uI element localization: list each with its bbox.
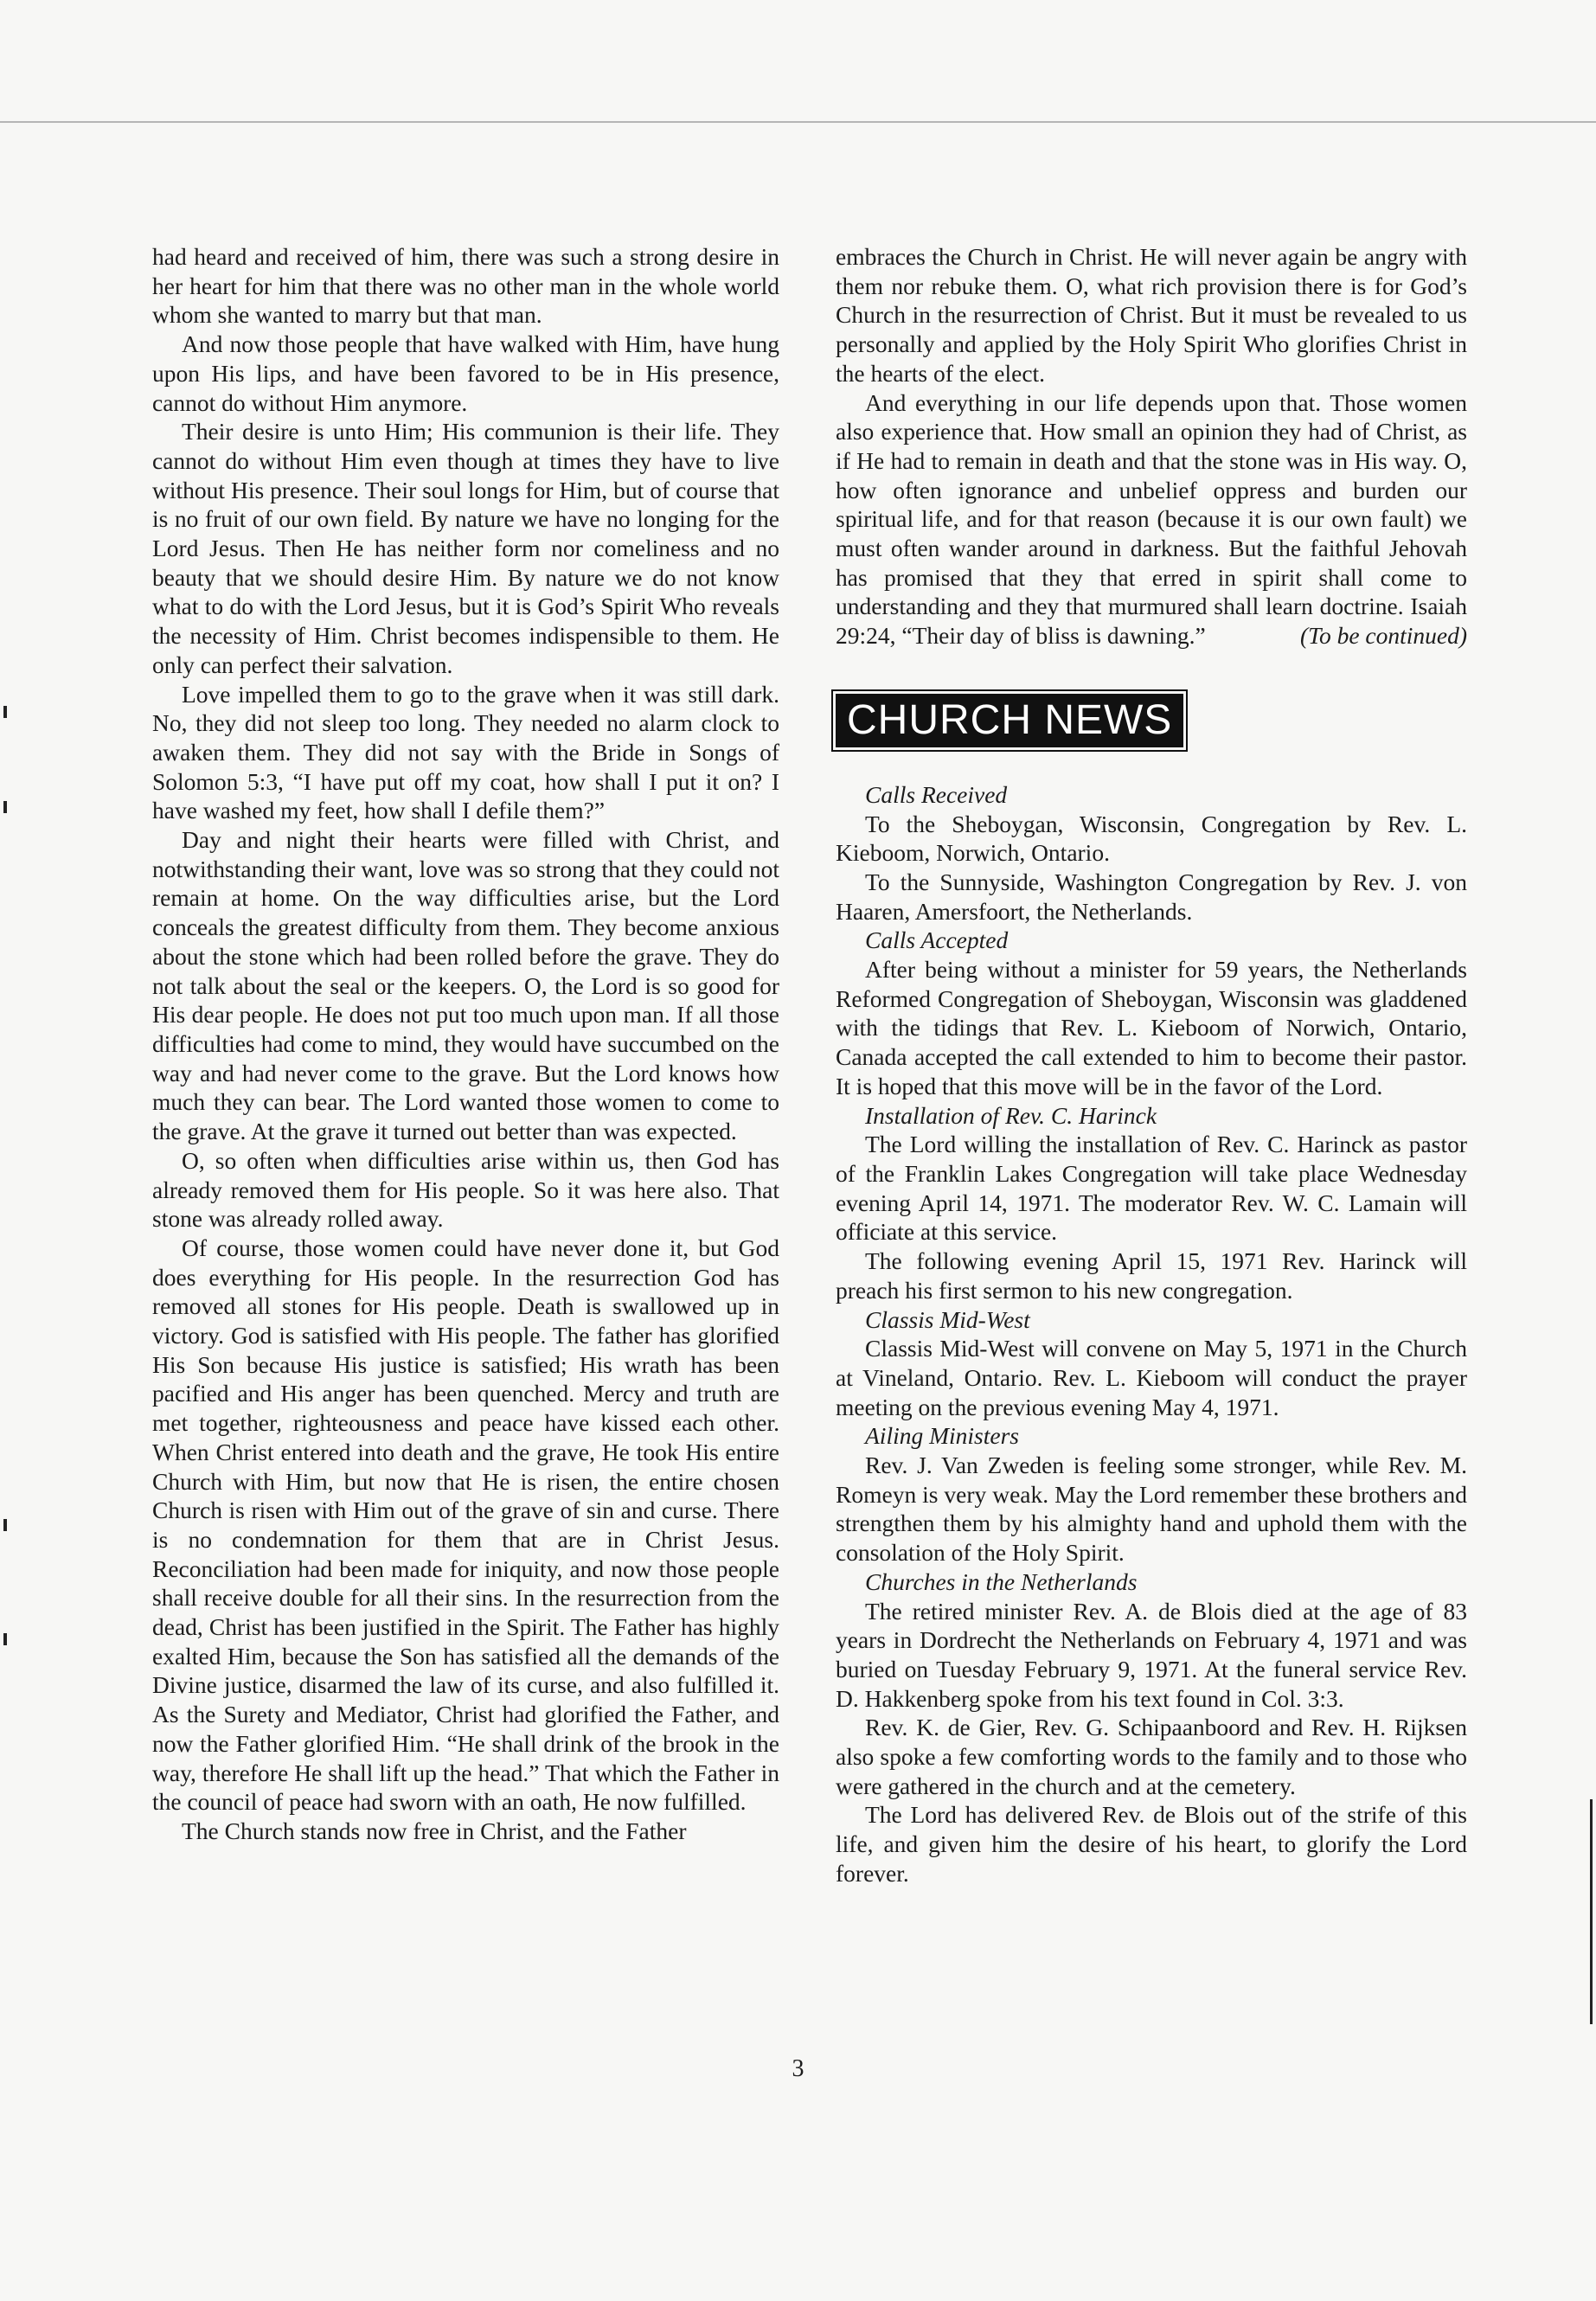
paragraph: The Church stands now free in Christ, and the Father: [182, 1817, 687, 1844]
paragraph: And now those people that have walked with Him, have hung upon His lips, and have been favored to be in His presence, cannot do without Him anymore.: [152, 330, 779, 416]
paragraph: To the Sheboygan, Wisconsin, Congregation by Rev. L. Kieboom, Norwich, Ontario.: [836, 810, 1467, 867]
paragraph: The Lord willing the installation of Rev. C. Harinck as pastor of the Franklin Lakes Congregation will take place Wednesday evening April 14, 1971. The moderator Rev. W. C. Lamain will officiate at this service.: [836, 1131, 1467, 1246]
paragraph: Love impelled them to go to the grave when it was still dark. No, they did not sleep too long. They needed no alarm clock to awaken them. They did not say with the Bride in Songs of Solomon 5:3, “I have put off my coat, how shall I put it on? I have washed my feet, how shall I defile them?”: [152, 680, 779, 824]
paragraph: Their desire is unto Him; His communion is their life. They cannot do without Him even though at times they have to live without His presence. Their soul longs for Him, but of course that is no fruit of our own field. By nature we have no longing for the Lord Jesus. Then He has neither form nor comeliness and no beauty that we should desire Him. By nature we do not know what to do with the Lord Jesus, but it is God’s Spirit Who reveals the necessity of Him. Christ becomes indispensible to them. He only can perfect their salvation.: [152, 418, 779, 678]
paragraph: Rev. J. Van Zweden is feeling some stronger, while Rev. M. Romeyn is very weak. May the Lord remember these brothers and strengthen them by his almighty hand and uphold them with the consolation of the Holy Spirit.: [836, 1452, 1467, 1567]
paragraph: O, so often when difficulties arise within us, then God has already removed them for His people. So it was here also. That stone was already rolled away.: [152, 1146, 779, 1233]
section-heading: Churches in the Netherlands: [865, 1567, 1138, 1595]
church-news-banner: CHURCH NEWS: [836, 694, 1183, 747]
continued-note: (To be continued): [1300, 622, 1467, 650]
section-heading: Calls Accepted: [865, 926, 1009, 954]
paragraph: The retired minister Rev. A. de Blois died at the age of 83 years in Dordrecht the Netherlands on February 4, 1971 and was buried on Tuesday February 9, 1971. At the funeral service Rev. D. Hakkenberg spoke from his text found in Col. 3:3.: [836, 1597, 1467, 1712]
paragraph: embraces the Church in Christ. He will never again be angry with them nor rebuke them. O, what rich provision there is for God’s Church in the resurrection of Christ. But it must be revealed to us personally and applied by the Holy Spirit Who glorifies Christ in the hearts of the elect.: [836, 243, 1467, 387]
paragraph: The Lord has delivered Rev. de Blois out of the strife of this life, and given him the desire of his heart, to glorify the Lord forever.: [836, 1801, 1467, 1887]
section-heading: Ailing Ministers: [865, 1422, 1019, 1450]
scan-margin-mark: [3, 1519, 7, 1531]
scan-edge-line: [1590, 1799, 1593, 2024]
paragraph: After being without a minister for 59 years, the Netherlands Reformed Congregation of Sheboygan, Wisconsin was gladdened with the tidings that Rev. L. Kieboom of Norwich, Ontario, Canada accepted the call extended to him to become their pastor. It is hoped that this move will be in the favor of the Lord.: [836, 956, 1467, 1099]
paragraph: Day and night their hearts were filled with Christ, and notwithstanding their want, love was so strong that they could not remain at home. On the way difficulties arise, but the Lord conceals the greatest difficulty from them. They become anxious about the stone which had been rolled before the grave. They do not talk about the seal or the keepers. O, the Lord is so good for His dear people. He does not put too much upon man. If all those difficulties had come to mind, they would have succumbed on the way and had never come to the grave. But the Lord knows how much they can bear. The Lord wanted those women to come to the grave. At the grave it turned out better than was expected.: [152, 826, 779, 1145]
section-heading: Installation of Rev. C. Harinck: [865, 1101, 1157, 1129]
scan-margin-mark: [3, 1633, 7, 1645]
paragraph: Rev. K. de Gier, Rev. G. Schipaanboord and Rev. H. Rijksen also spoke a few comforting words to the family and to those who were gathered in the church and at the cemetery.: [836, 1714, 1467, 1799]
page-number: 3: [792, 2055, 804, 2082]
paragraph: Classis Mid-West will convene on May 5, 1971 in the Church at Vineland, Ontario. Rev. L. Kieboom will conduct the prayer meeting on the previous evening May 4, 1971.: [836, 1335, 1467, 1420]
section-heading: Calls Received: [865, 780, 1008, 808]
scan-margin-mark: [3, 706, 7, 718]
paragraph: The following evening April 15, 1971 Rev. Harinck will preach his first sermon to his new congregation.: [836, 1247, 1467, 1304]
paragraph: [836, 388, 1467, 651]
left-column: [152, 242, 779, 1846]
right-column: [836, 242, 1467, 1888]
paragraph: had heard and received of him, there was such a strong desire in her heart for him that there was no other man in the whole world whom she wanted to marry but that man.: [152, 243, 779, 329]
section-heading: Classis Mid-West: [865, 1305, 1030, 1333]
paragraph: To the Sunnyside, Washington Congregation by Rev. J. von Haaren, Amersfoort, the Netherlands.: [836, 868, 1467, 925]
paragraph: Of course, those women could have never done it, but God does everything for His people. In the resurrection God has removed all stones for His people. Death is swallowed up in victory. God is satisfied with His people. The father has glorified His Son because His justice is satisfied; His wrath has been pacified and His anger has been quenched. Mercy and truth are met together, righteousness and peace have kissed each other. When Christ entered into death and the grave, He took His entire Church with Him, but now that He is risen, the entire chosen Church is risen with Him out of the grave of sin and curse. There is no condemnation for them that are in Christ Jesus. Reconciliation had been made for iniquity, and now those people shall receive double for all their sins. In the resurrection from the dead, Christ has been justified in the Spirit. The Father has highly exalted Him, because the Son has satisfied all the demands of the Divine justice, disarmed the law of its curse, and also fulfilled it. As the Surety and Mediator, Christ had glorified the Father, and now the Father glorified Him. “He shall drink of the brook in the way, therefore He shall lift up the head.” That which the Father in the council of peace had sworn with an oath, He now fulfilled.: [152, 1234, 779, 1816]
paragraph-text: And everything in our life depends upon that. Those women also experience that. How small an opinion they had of Christ, as if He had to remain in death and that the stone was in His way. O, how often ignorance and unbelief oppress and burden our spiritual life, and for that reason (because it is our own fault) we must often wander around in darkness. But the faithful Jehovah has promised that they that erred in spirit shall come to understanding and they that murmured shall learn doctrine. Isaiah 29:24, “Their day of bliss is dawning.”: [836, 388, 1467, 650]
scan-margin-mark: [3, 801, 7, 813]
